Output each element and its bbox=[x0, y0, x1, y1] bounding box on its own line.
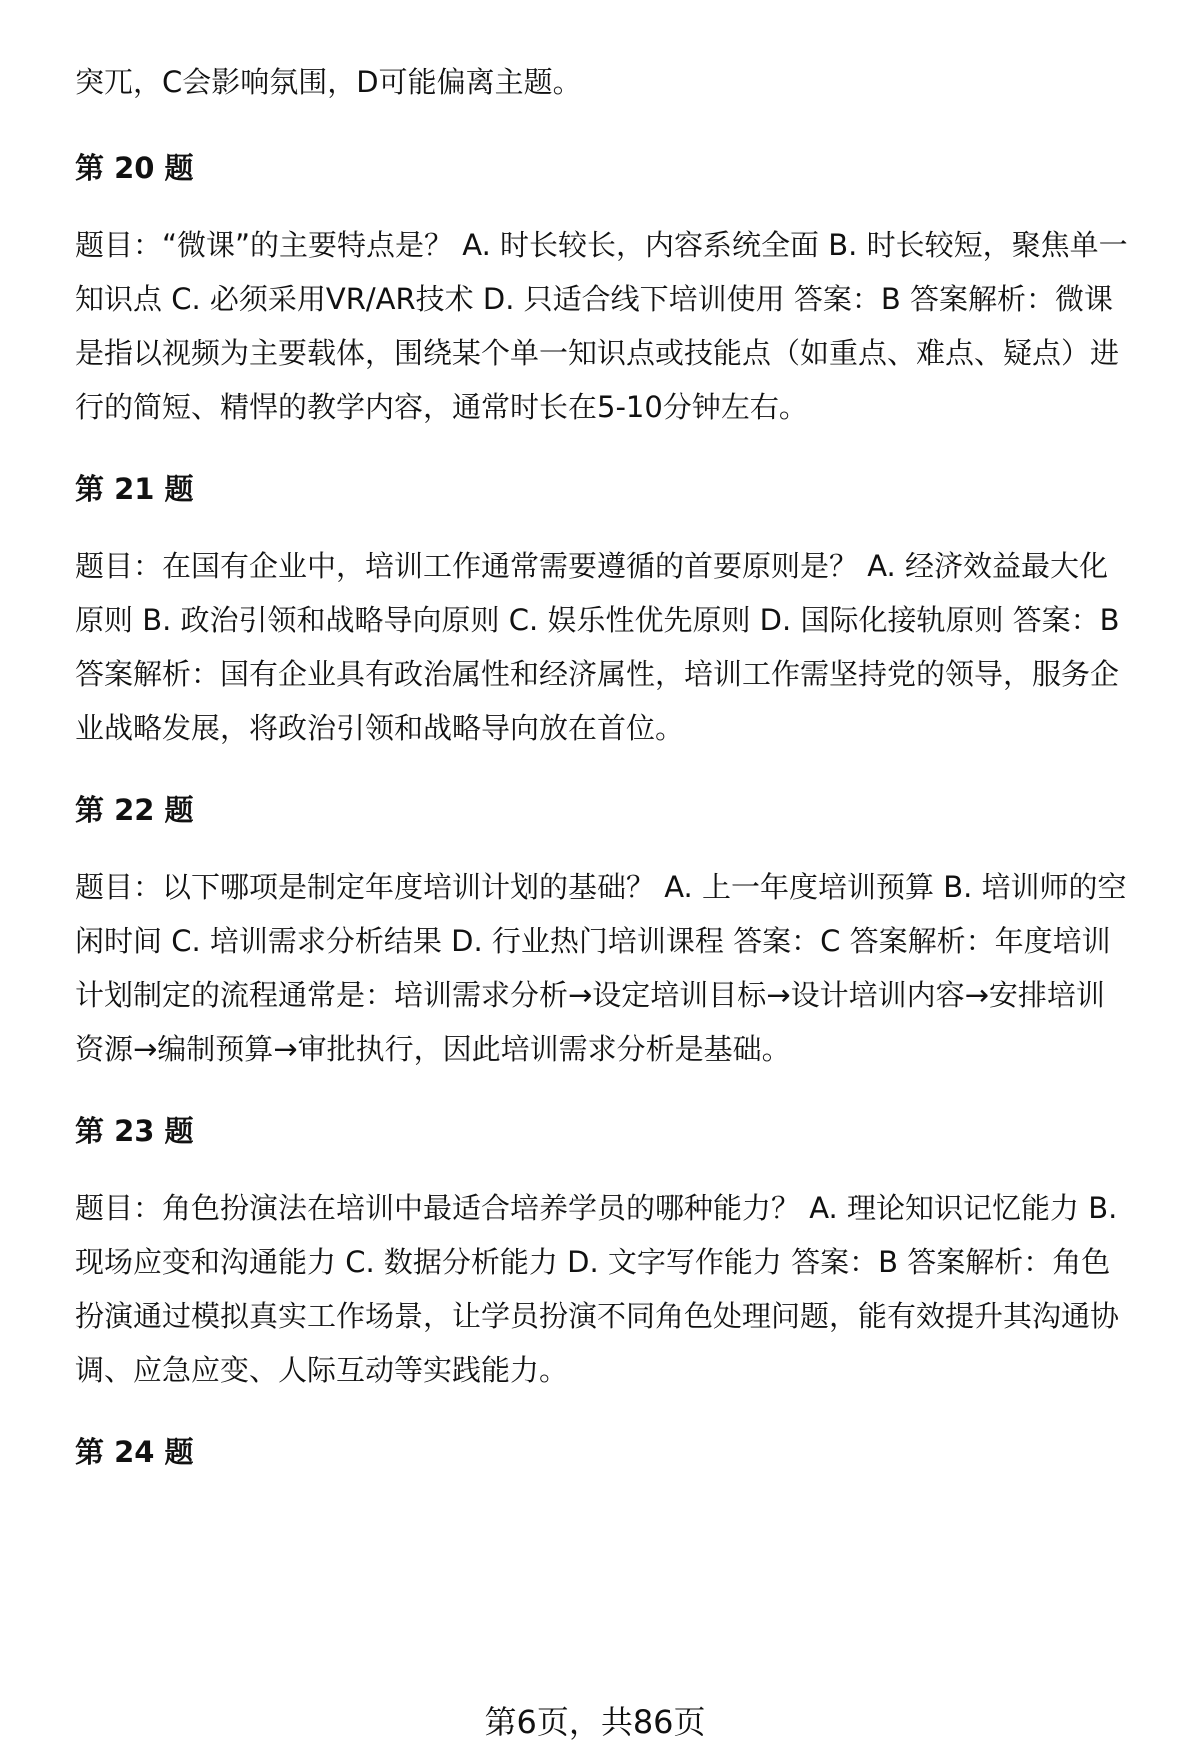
question-text-line: 闲时间 C. 培训需求分析结果 D. 行业热门培训课程 答案：C 答案解析：年度培训 bbox=[75, 924, 1111, 958]
continuation-text-line: 突兀，C会影响氛围，D可能偏离主题。 bbox=[75, 65, 582, 99]
question-heading: 第 21 题 bbox=[75, 472, 194, 506]
question-text-line: 答案解析：国有企业具有政治属性和经济属性，培训工作需坚持党的领导，服务企 bbox=[75, 657, 1120, 691]
question-text-line: 题目：在国有企业中，培训工作通常需要遵循的首要原则是？ A. 经济效益最大化 bbox=[75, 549, 1108, 583]
question-text-line: 现场应变和沟通能力 C. 数据分析能力 D. 文字写作能力 答案：B 答案解析：角色 bbox=[75, 1245, 1111, 1279]
question-text-line: 题目：以下哪项是制定年度培训计划的基础？ A. 上一年度培训预算 B. 培训师的空 bbox=[75, 870, 1127, 904]
question-text-line: 行的简短、精悍的教学内容，通常时长在5-10分钟左右。 bbox=[75, 390, 808, 424]
question-text-line: 是指以视频为主要载体，围绕某个单一知识点或技能点（如重点、难点、疑点）进 bbox=[75, 336, 1120, 370]
question-text-line: 原则 B. 政治引领和战略导向原则 C. 娱乐性优先原则 D. 国际化接轨原则 答案：B bbox=[75, 603, 1120, 637]
question-text-line: 资源→编制预算→审批执行，因此培训需求分析是基础。 bbox=[75, 1032, 791, 1066]
question-heading: 第 20 题 bbox=[75, 151, 194, 185]
question-text-line: 调、应急应变、人际互动等实践能力。 bbox=[75, 1353, 569, 1387]
question-text-line: 业战略发展，将政治引领和战略导向放在首位。 bbox=[75, 711, 685, 745]
question-heading: 第 23 题 bbox=[75, 1114, 194, 1148]
question-text-line: 扮演通过模拟真实工作场景，让学员扮演不同角色处理问题，能有效提升其沟通协 bbox=[75, 1299, 1120, 1333]
question-text-line: 知识点 C. 必须采用VR/AR技术 D. 只适合线下培训使用 答案：B 答案解析：微课 bbox=[75, 282, 1113, 316]
question-text-line: 计划制定的流程通常是：培训需求分析→设定培训目标→设计培训内容→安排培训 bbox=[75, 978, 1105, 1012]
page-number: 第6页，共86页 bbox=[484, 1703, 706, 1741]
question-text-line: 题目：角色扮演法在培训中最适合培养学员的哪种能力？ A. 理论知识记忆能力 B. bbox=[75, 1191, 1118, 1225]
question-heading: 第 22 题 bbox=[75, 793, 194, 827]
question-text-line: 题目：“微课”的主要特点是？ A. 时长较长，内容系统全面 B. 时长较短，聚焦单一 bbox=[75, 228, 1128, 262]
question-heading: 第 24 题 bbox=[75, 1435, 194, 1469]
